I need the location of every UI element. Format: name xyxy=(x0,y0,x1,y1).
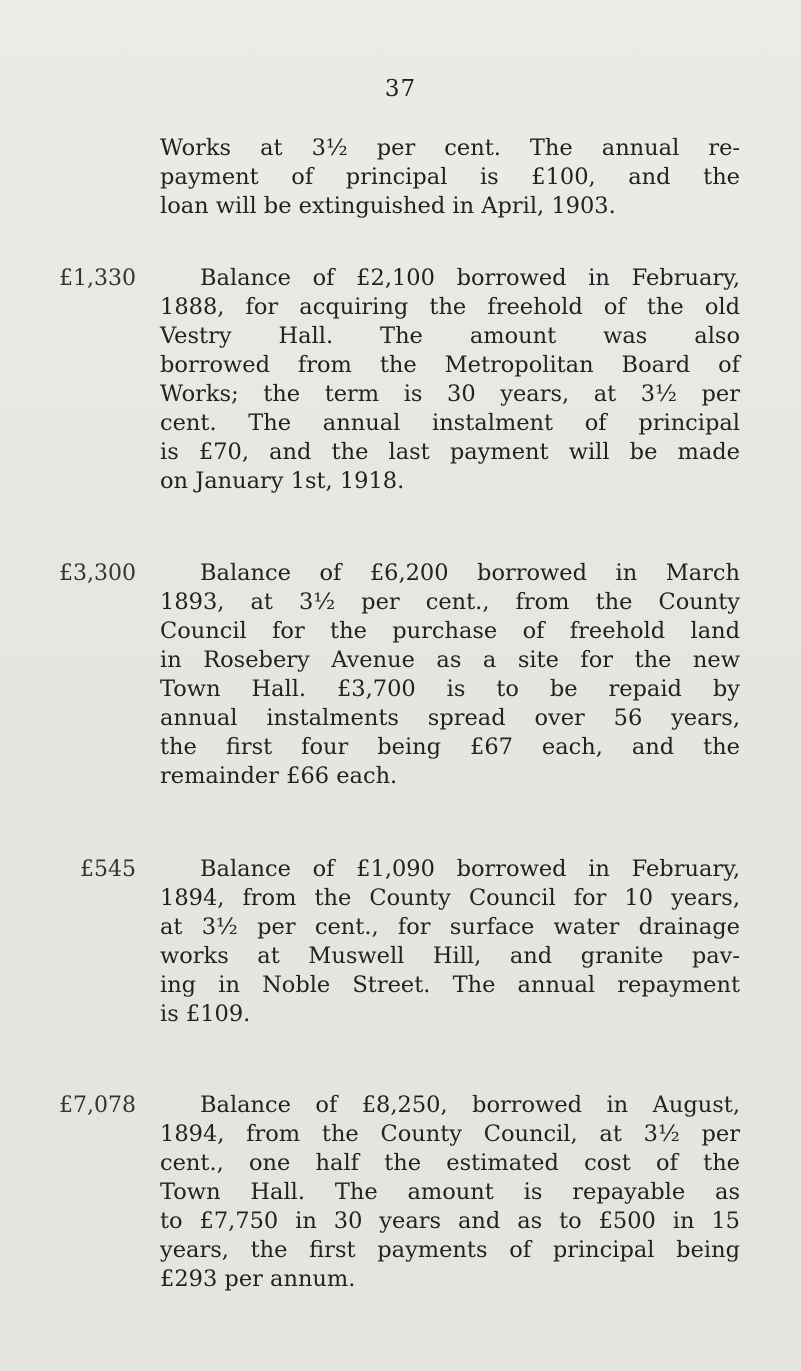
paragraph-line: Council for the purchase of freehold land xyxy=(160,618,740,644)
paragraph-line: payment of principal is £100, and the xyxy=(160,164,740,190)
paragraph-line: Town Hall. The amount is repayable as xyxy=(160,1179,740,1205)
paragraph-line: at 3½ per cent., for surface water drainage xyxy=(160,914,740,940)
intro-paragraph xyxy=(160,134,740,221)
paragraph-line: years, the first payments of principal being xyxy=(160,1237,740,1263)
loan-amount: £3,300 xyxy=(59,561,136,586)
paragraph-line: £293 per annum. xyxy=(160,1266,356,1292)
paragraph-line: ing in Noble Street. The annual repayment xyxy=(160,972,740,998)
paragraph-line: annual instalments spread over 56 years, xyxy=(160,705,740,731)
loan-paragraph xyxy=(160,855,740,1029)
paragraph-line: 1894, from the County Council, at 3½ per xyxy=(160,1121,740,1147)
paragraph-line: to £7,750 in 30 years and as to £500 in 15 xyxy=(160,1208,740,1234)
paragraph-line: in Rosebery Avenue as a site for the new xyxy=(160,647,740,673)
paragraph-line: cent., one half the estimated cost of the xyxy=(160,1150,740,1176)
paragraph-line: the first four being £67 each, and the xyxy=(160,734,740,760)
loan-amount: £1,330 xyxy=(59,266,136,291)
loan-paragraph xyxy=(160,264,740,496)
paragraph-line: Works at 3½ per cent. The annual re- xyxy=(160,135,740,161)
paragraph-line: Works; the term is 30 years, at 3½ per xyxy=(160,381,740,407)
paragraph-line: Balance of £1,090 borrowed in February, xyxy=(200,856,740,882)
paragraph-line: Vestry Hall. The amount was also xyxy=(160,323,740,349)
paragraph-line: loan will be extinguished in April, 1903. xyxy=(160,193,616,219)
paragraph-line: Balance of £6,200 borrowed in March xyxy=(200,560,740,586)
paragraph-line: Town Hall. £3,700 is to be repaid by xyxy=(160,676,740,702)
paragraph-line: borrowed from the Metropolitan Board of xyxy=(160,352,740,378)
paragraph-line: cent. The annual instalment of principal xyxy=(160,410,740,436)
loan-amount: £7,078 xyxy=(59,1093,136,1118)
page-number: 37 xyxy=(384,76,417,102)
paragraph-line: is £109. xyxy=(160,1001,251,1027)
paragraph-line: is £70, and the last payment will be made xyxy=(160,439,740,465)
paragraph-line: Balance of £2,100 borrowed in February, xyxy=(200,265,740,291)
loan-paragraph xyxy=(160,1091,740,1294)
paragraph-line: works at Muswell Hill, and granite pav- xyxy=(160,943,740,969)
paragraph-line: 1888, for acquiring the freehold of the old xyxy=(160,294,740,320)
paragraph-line: 1893, at 3½ per cent., from the County xyxy=(160,589,740,615)
paragraph-line: remainder £66 each. xyxy=(160,763,398,789)
loan-amount: £545 xyxy=(80,857,136,882)
paragraph-line: on January 1st, 1918. xyxy=(160,468,405,494)
paragraph-line: 1894, from the County Council for 10 years, xyxy=(160,885,740,911)
loan-paragraph xyxy=(160,559,740,791)
paragraph-line: Balance of £8,250, borrowed in August, xyxy=(200,1092,740,1118)
